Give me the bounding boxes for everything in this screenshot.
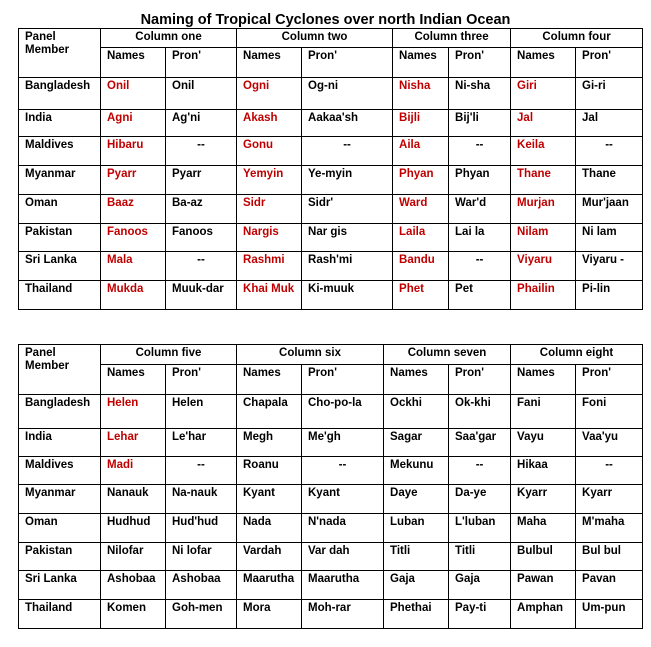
table-row	[19, 514, 643, 543]
cyclone-name: Luban	[384, 514, 449, 543]
panel-member-name: India	[19, 429, 101, 457]
panel-member-header: Panel Member	[19, 345, 101, 395]
cyclone-name: Nada	[237, 514, 302, 543]
cyclone-pronunciation: Le'har	[166, 429, 237, 457]
column-group-header: Column six	[237, 345, 384, 365]
cyclone-pronunciation: Mur'jaan	[576, 195, 643, 224]
cyclone-pronunciation: --	[449, 457, 511, 485]
cyclone-name: Bijli	[393, 110, 449, 137]
pronunciation-header: Pron'	[576, 365, 643, 395]
column-group-header: Column one	[101, 29, 237, 48]
cyclone-name: Ashobaa	[101, 571, 166, 600]
pronunciation-header: Pron'	[166, 48, 237, 78]
names-header: Names	[237, 365, 302, 395]
panel-member-name: Oman	[19, 195, 101, 224]
cyclone-name: Megh	[237, 429, 302, 457]
panel-member-name: Pakistan	[19, 543, 101, 571]
table-row	[19, 166, 643, 195]
cyclone-name: Keila	[511, 137, 576, 166]
cyclone-pronunciation: Ki-muuk	[302, 281, 393, 310]
cyclone-pronunciation: Kyarr	[576, 485, 643, 514]
cyclone-pronunciation: Phyan	[449, 166, 511, 195]
cyclone-pronunciation: Goh-men	[166, 600, 237, 629]
cyclone-name: Akash	[237, 110, 302, 137]
cyclone-name: Nargis	[237, 224, 302, 252]
cyclone-name: Baaz	[101, 195, 166, 224]
cyclone-name: Maha	[511, 514, 576, 543]
cyclone-pronunciation: --	[166, 252, 237, 281]
cyclone-pronunciation: Sidr'	[302, 195, 393, 224]
column-group-header: Column four	[511, 29, 643, 48]
cyclone-name: Lehar	[101, 429, 166, 457]
cyclone-pronunciation: Pavan	[576, 571, 643, 600]
cyclone-pronunciation: Vaa'yu	[576, 429, 643, 457]
cyclone-pronunciation: Fanoos	[166, 224, 237, 252]
cyclone-name: Vardah	[237, 543, 302, 571]
panel-member-name: Oman	[19, 514, 101, 543]
panel-member-name: Maldives	[19, 457, 101, 485]
cyclone-name: Phethai	[384, 600, 449, 629]
cyclone-name: Maarutha	[237, 571, 302, 600]
cyclone-pronunciation: --	[449, 137, 511, 166]
pronunciation-header: Pron'	[302, 48, 393, 78]
cyclone-names-table-1	[18, 28, 643, 310]
cyclone-name: Thane	[511, 166, 576, 195]
panel-member-name: Myanmar	[19, 166, 101, 195]
cyclone-pronunciation: --	[166, 137, 237, 166]
cyclone-pronunciation: Da-ye	[449, 485, 511, 514]
cyclone-pronunciation: --	[302, 137, 393, 166]
cyclone-name: Onil	[101, 78, 166, 110]
cyclone-name: Fanoos	[101, 224, 166, 252]
panel-member-name: Bangladesh	[19, 395, 101, 429]
pronunciation-header: Pron'	[302, 365, 384, 395]
cyclone-pronunciation: M'maha	[576, 514, 643, 543]
page-title: Naming of Tropical Cyclones over north Indian Ocean	[140, 12, 511, 28]
cyclone-pronunciation: Titli	[449, 543, 511, 571]
names-header: Names	[511, 48, 576, 78]
cyclone-pronunciation: Thane	[576, 166, 643, 195]
cyclone-names-table-2	[18, 344, 643, 629]
cyclone-name: Nilam	[511, 224, 576, 252]
table-row	[19, 429, 643, 457]
cyclone-name: Mukda	[101, 281, 166, 310]
pronunciation-header: Pron'	[166, 365, 237, 395]
cyclone-name: Murjan	[511, 195, 576, 224]
cyclone-name: Komen	[101, 600, 166, 629]
cyclone-name: Nisha	[393, 78, 449, 110]
cyclone-name: Khai Muk	[237, 281, 302, 310]
cyclone-name: Daye	[384, 485, 449, 514]
cyclone-pronunciation: Ok-khi	[449, 395, 511, 429]
table-row	[19, 571, 643, 600]
cyclone-pronunciation: Lai la	[449, 224, 511, 252]
cyclone-name: Phet	[393, 281, 449, 310]
cyclone-name: Gaja	[384, 571, 449, 600]
cyclone-name: Phailin	[511, 281, 576, 310]
cyclone-name: Rashmi	[237, 252, 302, 281]
cyclone-pronunciation: --	[449, 252, 511, 281]
cyclone-name: Giri	[511, 78, 576, 110]
cyclone-pronunciation: Kyant	[302, 485, 384, 514]
cyclone-pronunciation: Me'gh	[302, 429, 384, 457]
panel-member-name: Maldives	[19, 137, 101, 166]
cyclone-pronunciation: Hud'hud	[166, 514, 237, 543]
cyclone-pronunciation: War'd	[449, 195, 511, 224]
cyclone-name: Nilofar	[101, 543, 166, 571]
names-header: Names	[101, 48, 166, 78]
table-row	[19, 252, 643, 281]
table-row	[19, 195, 643, 224]
cyclone-pronunciation: Ba-az	[166, 195, 237, 224]
names-header: Names	[511, 365, 576, 395]
table-row	[19, 457, 643, 485]
cyclone-pronunciation: Var dah	[302, 543, 384, 571]
cyclone-pronunciation: Helen	[166, 395, 237, 429]
table-row	[19, 600, 643, 629]
cyclone-pronunciation: Um-pun	[576, 600, 643, 629]
cyclone-pronunciation: Ye-myin	[302, 166, 393, 195]
cyclone-name: Mekunu	[384, 457, 449, 485]
cyclone-name: Hikaa	[511, 457, 576, 485]
pronunciation-header: Pron'	[449, 48, 511, 78]
cyclone-pronunciation: Saa'gar	[449, 429, 511, 457]
cyclone-pronunciation: Viyaru -	[576, 252, 643, 281]
cyclone-pronunciation: Moh-rar	[302, 600, 384, 629]
cyclone-name: Hudhud	[101, 514, 166, 543]
cyclone-name: Madi	[101, 457, 166, 485]
cyclone-pronunciation: Nar gis	[302, 224, 393, 252]
panel-member-name: Myanmar	[19, 485, 101, 514]
cyclone-name: Laila	[393, 224, 449, 252]
cyclone-name: Yemyin	[237, 166, 302, 195]
cyclone-pronunciation: Aakaa'sh	[302, 110, 393, 137]
cyclone-name: Nanauk	[101, 485, 166, 514]
cyclone-pronunciation: Ni lofar	[166, 543, 237, 571]
cyclone-name: Amphan	[511, 600, 576, 629]
cyclone-pronunciation: Ag'ni	[166, 110, 237, 137]
cyclone-name: Sagar	[384, 429, 449, 457]
cyclone-pronunciation: Onil	[166, 78, 237, 110]
column-group-header: Column eight	[511, 345, 643, 365]
table-row	[19, 543, 643, 571]
cyclone-pronunciation: Ni-sha	[449, 78, 511, 110]
column-group-header: Column three	[393, 29, 511, 48]
cyclone-pronunciation: Pay-ti	[449, 600, 511, 629]
cyclone-pronunciation: --	[576, 137, 643, 166]
cyclone-pronunciation: Bij'li	[449, 110, 511, 137]
cyclone-name: Aila	[393, 137, 449, 166]
cyclone-name: Ward	[393, 195, 449, 224]
cyclone-name: Ockhi	[384, 395, 449, 429]
cyclone-pronunciation: Ashobaa	[166, 571, 237, 600]
cyclone-pronunciation: Cho-po-la	[302, 395, 384, 429]
column-group-header: Column five	[101, 345, 237, 365]
cyclone-pronunciation: Maarutha	[302, 571, 384, 600]
cyclone-pronunciation: --	[576, 457, 643, 485]
cyclone-name: Sidr	[237, 195, 302, 224]
cyclone-pronunciation: Ni lam	[576, 224, 643, 252]
table-row	[19, 395, 643, 429]
table-row	[19, 281, 643, 310]
cyclone-name: Fani	[511, 395, 576, 429]
cyclone-name: Hibaru	[101, 137, 166, 166]
column-group-header: Column two	[237, 29, 393, 48]
cyclone-name: Gonu	[237, 137, 302, 166]
cyclone-pronunciation: Pyarr	[166, 166, 237, 195]
cyclone-pronunciation: Rash'mi	[302, 252, 393, 281]
cyclone-pronunciation: Pet	[449, 281, 511, 310]
cyclone-pronunciation: Og-ni	[302, 78, 393, 110]
names-header: Names	[237, 48, 302, 78]
cyclone-name: Bulbul	[511, 543, 576, 571]
table-row	[19, 224, 643, 252]
table-row	[19, 485, 643, 514]
names-header: Names	[101, 365, 166, 395]
cyclone-name: Helen	[101, 395, 166, 429]
names-header: Names	[393, 48, 449, 78]
cyclone-pronunciation: Jal	[576, 110, 643, 137]
cyclone-name: Pawan	[511, 571, 576, 600]
panel-member-name: Pakistan	[19, 224, 101, 252]
cyclone-name: Phyan	[393, 166, 449, 195]
cyclone-pronunciation: --	[166, 457, 237, 485]
table-row	[19, 78, 643, 110]
panel-member-header: Panel Member	[19, 29, 101, 78]
names-header: Names	[384, 365, 449, 395]
cyclone-name: Jal	[511, 110, 576, 137]
cyclone-pronunciation: N'nada	[302, 514, 384, 543]
panel-member-name: Sri Lanka	[19, 571, 101, 600]
cyclone-name: Titli	[384, 543, 449, 571]
cyclone-pronunciation: Foni	[576, 395, 643, 429]
cyclone-pronunciation: Muuk-dar	[166, 281, 237, 310]
cyclone-pronunciation: Na-nauk	[166, 485, 237, 514]
cyclone-name: Viyaru	[511, 252, 576, 281]
pronunciation-header: Pron'	[576, 48, 643, 78]
table-row	[19, 110, 643, 137]
panel-member-name: Thailand	[19, 281, 101, 310]
panel-member-name: India	[19, 110, 101, 137]
panel-member-name: Thailand	[19, 600, 101, 629]
cyclone-pronunciation: L'luban	[449, 514, 511, 543]
cyclone-name: Vayu	[511, 429, 576, 457]
table-row	[19, 137, 643, 166]
cyclone-name: Agni	[101, 110, 166, 137]
cyclone-pronunciation: Bul bul	[576, 543, 643, 571]
pronunciation-header: Pron'	[449, 365, 511, 395]
panel-member-name: Bangladesh	[19, 78, 101, 110]
cyclone-name: Kyant	[237, 485, 302, 514]
cyclone-pronunciation: Pi-lin	[576, 281, 643, 310]
cyclone-name: Roanu	[237, 457, 302, 485]
cyclone-pronunciation: Gaja	[449, 571, 511, 600]
cyclone-name: Pyarr	[101, 166, 166, 195]
column-group-header: Column seven	[384, 345, 511, 365]
cyclone-pronunciation: Gi-ri	[576, 78, 643, 110]
cyclone-name: Ogni	[237, 78, 302, 110]
cyclone-name: Mora	[237, 600, 302, 629]
cyclone-pronunciation: --	[302, 457, 384, 485]
panel-member-name: Sri Lanka	[19, 252, 101, 281]
cyclone-name: Bandu	[393, 252, 449, 281]
cyclone-name: Mala	[101, 252, 166, 281]
cyclone-name: Chapala	[237, 395, 302, 429]
cyclone-name: Kyarr	[511, 485, 576, 514]
